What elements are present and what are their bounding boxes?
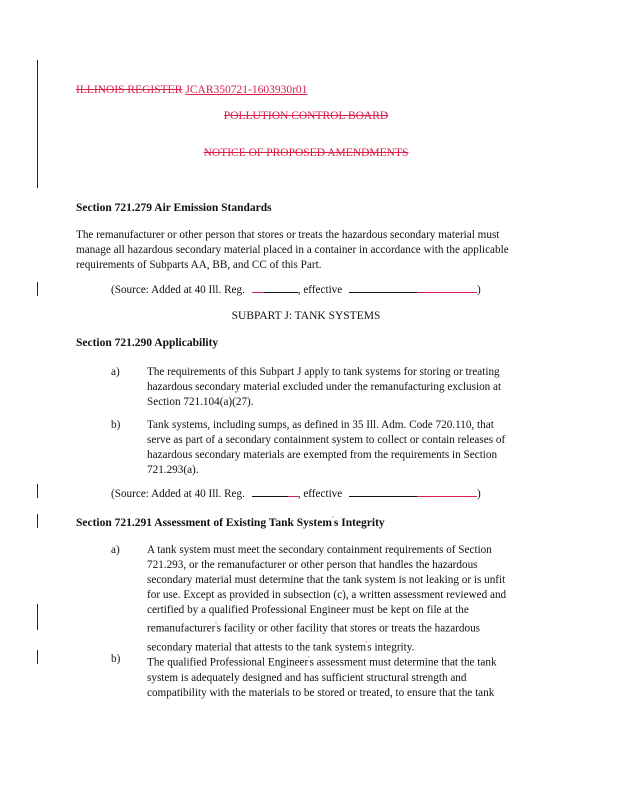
change-bar (37, 484, 38, 498)
body-line: serve as part of a secondary containment system to collect or contain releases of (147, 434, 506, 446)
body-line (147, 618, 547, 637)
body-line: secondary material must determine that the tank system is not leaking or is unfit (147, 574, 506, 586)
redline-blank (288, 486, 298, 497)
change-bar (37, 650, 38, 664)
body-line: A tank system must meet the secondary containment requirements of Section (147, 544, 492, 556)
subsection-label: a) (111, 366, 120, 378)
change-bar (37, 60, 38, 188)
body-line: Section 721.104(a)(27). (147, 396, 254, 408)
heading-text: s Integrity (333, 516, 385, 529)
line-part: s facility or other facility that stores or treats the hazardous (216, 622, 481, 635)
change-bar (37, 514, 38, 528)
source-effective: , effective (297, 488, 343, 500)
blank-underline (349, 486, 417, 497)
subsection-label: b) (111, 419, 121, 431)
notice-title: NOTICE OF PROPOSED AMENDMENTS (203, 147, 409, 159)
change-bar (37, 282, 38, 296)
blank-underline (349, 282, 417, 293)
section-721-290-heading: Section 721.290 Applicability (76, 337, 219, 349)
body-line: requirements of Subparts AA, BB, and CC of this Part. (76, 259, 322, 271)
redline-blank (417, 486, 477, 497)
body-line: hazardous secondary material excluded under the remanufacturing exclusion at (147, 381, 502, 393)
source-prefix: (Source: Added at 40 Ill. Reg. (111, 488, 245, 500)
register-title-struck: ILLINOIS REGISTER (76, 84, 183, 96)
redline-blank (252, 282, 264, 293)
heading-text: Section 721.291 Assessment of Existing Tank System (76, 516, 332, 529)
redline-apostrophe: ' (331, 515, 334, 523)
line-part: s assessment must determine that the tank (309, 656, 497, 669)
subsection-label: a) (111, 544, 120, 556)
redline-apostrophe: ' (308, 655, 310, 663)
blank-underline (264, 282, 298, 293)
body-line: certified by a qualified Professional Engineer must be kept on file at the (147, 604, 469, 616)
body-line: for use. Except as provided in subsection (c), a written assessment reviewed and (147, 589, 507, 601)
section-721-290-b-body (147, 418, 547, 478)
body-line: manage all hazardous secondary material placed in a container in accordance with the applicable (76, 244, 509, 256)
redline-apostrophe: ' (366, 639, 368, 648)
section-721-279-heading: Section 721.279 Air Emission Standards (76, 202, 272, 214)
redline-apostrophe: ' (215, 621, 217, 629)
register-header (76, 84, 307, 96)
body-line: compatibility with the materials to be stored or treated, to ensure that the tank (147, 686, 495, 699)
subsection-label: b) (111, 653, 121, 665)
section-721-291-heading (76, 515, 385, 529)
body-line: system is adequately designed and has sufficient structural strength and (147, 671, 467, 684)
subpart-title: SUBPART J: TANK SYSTEMS (231, 310, 381, 322)
line-part: remanufacturer (147, 622, 216, 635)
register-code: JCAR350721-1603930r01 (185, 84, 308, 96)
body-line: The remanufacturer or other person that stores or treats the hazardous secondary material must (76, 229, 500, 241)
blank-underline (252, 486, 288, 497)
source-effective: , effective (297, 284, 343, 296)
change-bar (37, 604, 38, 630)
source-note-290: (Source: Added at 40 Ill. Reg. , effective ) (111, 488, 481, 500)
section-721-290-a-body (147, 365, 547, 410)
body-line: 721.293, or the remanufacturer or other person that handles the hazardous (147, 559, 478, 571)
body-line (147, 652, 547, 671)
line-part: The qualified Professional Engineer (147, 656, 309, 669)
section-721-291-b-body (147, 652, 547, 701)
body-line: hazardous secondary materials are exempted from the requirements in Section (147, 449, 498, 461)
body-line: 721.293(a). (147, 464, 199, 476)
source-prefix: (Source: Added at 40 Ill. Reg. (111, 284, 245, 296)
body-line: Tank systems, including sumps, as defined in 35 Ill. Adm. Code 720.110, that (147, 419, 494, 431)
section-721-291-a-body (147, 543, 547, 655)
source-note-279: (Source: Added at 40 Ill. Reg. , effective ) (111, 284, 481, 296)
redline-blank (417, 282, 477, 293)
body-line: The requirements of this Subpart J apply to tank systems for storing or treating (147, 366, 500, 378)
line-part: secondary material that attests to the tank system (147, 641, 367, 654)
section-721-279-body (76, 228, 546, 273)
line-part: s integrity. (367, 641, 415, 654)
board-title: POLLUTION CONTROL BOARD (223, 110, 389, 122)
